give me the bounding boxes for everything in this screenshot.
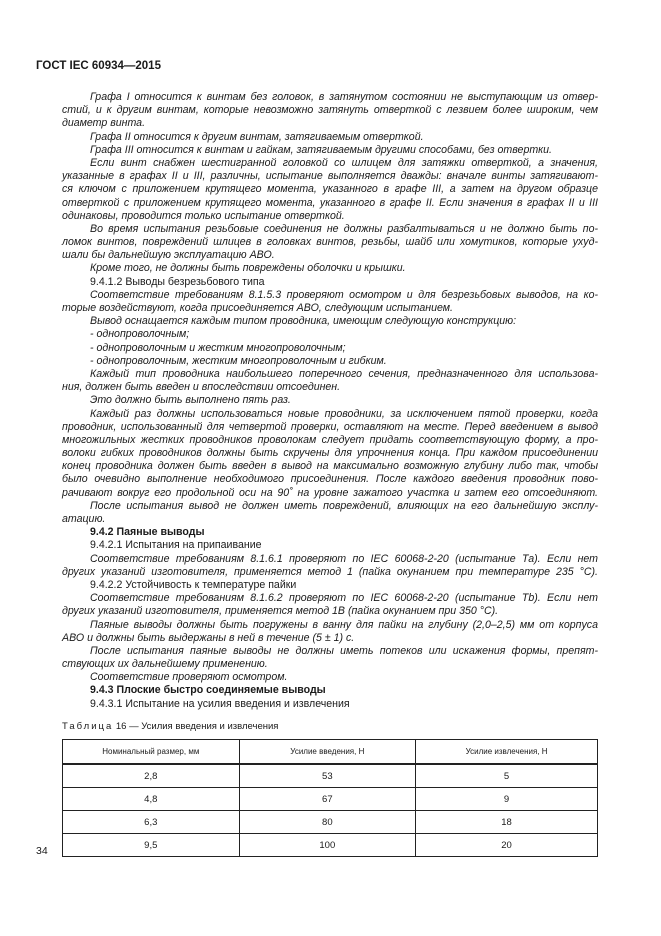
text-line: Соответствие требованиям 8.1.6.2 проверяют по IEC 60068-2-20 (испытание Tb). Если нет — [90, 592, 598, 605]
table-caption-text: 16 — Усилия введения и извлечения — [115, 721, 279, 732]
document-header: ГОСТ IEC 60934—2015 — [36, 60, 161, 72]
text-line: было очевидно выполнение необходимого присоединения. После каждого введения проводник пово- — [62, 473, 598, 486]
table-cell: 80 — [239, 811, 416, 834]
text-line: других указаний изготовителя, применяется метод 1 (пайка окунанием при температуре 235 °С). — [62, 565, 598, 578]
text-line: ствующих их дальнейшему применению. — [62, 658, 268, 671]
text-line: Кроме того, не должны быть повреждены оболочки и крышки. — [90, 262, 406, 275]
text-line: атацию. — [62, 513, 106, 525]
table-cell: 2,8 — [63, 764, 240, 788]
document-body — [62, 91, 598, 711]
text-line: торые воздействуют, когда присоединяется АВО, следующим испытанием. — [62, 302, 453, 314]
text-line: 9.4.2.2 Устойчивость к температуре пайки — [90, 578, 297, 591]
table-cell: 6,3 — [63, 811, 240, 834]
table-cell: 9 — [416, 788, 598, 811]
text-line: Графа II относится к другим винтам, затягиваемым отверткой. — [90, 130, 424, 143]
table-row — [63, 764, 598, 788]
text-line: - однопроволочным и жестким многопроволочным; — [90, 341, 346, 354]
text-line: отверткой с приложением крутящего момента, указанного в графе II. Если значения в графах II и III — [62, 196, 598, 209]
table-cell: 18 — [416, 811, 598, 834]
text-line: шали бы дальнейшую эксплуатацию АВО. — [62, 249, 275, 262]
table-cell: 4,8 — [63, 788, 240, 811]
text-line: - однопроволочным; — [90, 328, 190, 341]
text-line: Соответствие проверяют осмотром. — [90, 671, 288, 684]
text-line: ломок винтов, повреждений шлицев в головках винтов, резьбы, шайб или хомутиков, которые ухуд- — [62, 236, 598, 249]
table-cell: 9,5 — [63, 834, 240, 857]
table-cell: 5 — [416, 764, 598, 788]
page-number: 34 — [36, 845, 48, 857]
text-line: Графа I относится к винтам без головок, в затянутом состоянии не выступающим из отвер- — [90, 91, 598, 103]
text-line: указанные в графах II и III, различны, испытание выполняется дважды: вначале винты затягивают- — [62, 170, 598, 183]
text-line: Каждый раз должны использоваться новые проводники, за исключением пятой проверки, когда — [90, 407, 598, 420]
table-cell: 100 — [239, 834, 416, 857]
text-line: Соответствие требованиям 8.1.5.3 проверяют осмотром и для безрезьбовых выводов, на ко- — [90, 288, 598, 301]
table-header-row — [63, 740, 598, 765]
section-heading: 9.4.2 Паяные выводы — [90, 526, 205, 539]
text-line: ния, должен быть введен и впоследствии отсоединен. — [62, 381, 341, 394]
column-header: Усилие извлечения, Н — [416, 740, 598, 765]
section-heading: 9.4.3 Плоские быстро соединяемые выводы — [90, 684, 326, 697]
text-line: Если винт снабжен шестигранной головкой со шлицем для затяжки отверткой, а значения, — [90, 156, 598, 169]
text-line: Во время испытания резьбовые соединения не должны разбалтываться и не должно быть по- — [90, 222, 598, 235]
table-cell: 67 — [239, 788, 416, 811]
text-line: волоки гибких проводников должны быть скручены для упрочнения конца. При каждом присоединении — [62, 447, 598, 460]
table-row — [63, 788, 598, 811]
text-line: других указаний изготовителя, применяется метод 1В (пайка окунанием при 350 °С). — [62, 605, 499, 618]
text-line: диаметр винта. — [62, 117, 146, 130]
text-line: Соответствие требованиям 8.1.6.1 проверяют по IEC 60068-2-20 (испытание Та). Если нет — [90, 552, 598, 565]
text-line: После испытания вывод не должен иметь повреждений, влияющих на его дальнейшую эксплу- — [90, 499, 598, 512]
text-line: многожильных жестких проводников проволокам следует придать соответствующую форму, а про- — [62, 433, 598, 446]
table-row — [63, 834, 598, 857]
text-line: АВО и должны быть выдержаны в ней в течение (5 ± 1) с. — [62, 631, 355, 644]
text-line: ся ключом с приложением крутящего момента, указанного в графе III, а затем на другом образце — [62, 183, 598, 196]
text-line: одинаковы, проводится только испытание отверткой. — [62, 209, 345, 222]
text-line: Паяные выводы должны быть погружены в ванну для пайки на глубину (2,0–2,5) мм от корпуса — [90, 618, 598, 631]
text-line: конец проводника должен быть введен в вывод на максимально возможную глубину либо так, чтобы — [62, 460, 598, 473]
table-caption — [62, 721, 278, 732]
column-header: Усилие введения, Н — [239, 740, 416, 765]
text-line: Вывод оснащается каждым типом проводника, имеющим следующую конструкцию: — [90, 315, 517, 328]
text-line: Каждый тип проводника наибольшего поперечного сечения, предназначенного для использова- — [90, 367, 598, 380]
text-line: 9.4.1.2 Выводы безрезьбового типа — [90, 275, 265, 288]
text-line: рачивают вокруг его продольной оси на 90˚ на уровне зажатого участка и затем его отсоединяют. — [62, 486, 598, 499]
text-line: проводник, использованный для четвертой проверки, оставляют на месте. Перед введением в вывод — [62, 420, 598, 433]
text-line: 9.4.3.1 Испытание на усилия введения и извлечения — [90, 697, 350, 710]
table-cell: 53 — [239, 764, 416, 788]
text-line: стий, и к другим винтам, которые невозможно затянуть отверткой с лезвием более широким, чем — [62, 104, 598, 117]
column-header: Номинальный размер, мм — [63, 740, 240, 765]
text-line: После испытания паяные выводы не должны иметь потеков или искажения формы, препят- — [90, 644, 598, 657]
text-line: Это должно быть выполнено пять раз. — [90, 394, 291, 407]
table-cell: 20 — [416, 834, 598, 857]
table-caption-label: Таблица — [62, 721, 114, 732]
text-line: 9.4.2.1 Испытания на припаивание — [90, 539, 262, 552]
text-line: - однопроволочным, жестким многопроволочным и гибким. — [90, 354, 387, 367]
text-line: Графа III относится к винтам и гайкам, затягиваемым другими способами, без отвертки. — [90, 143, 553, 156]
table-16 — [62, 739, 598, 857]
table-row — [63, 811, 598, 834]
